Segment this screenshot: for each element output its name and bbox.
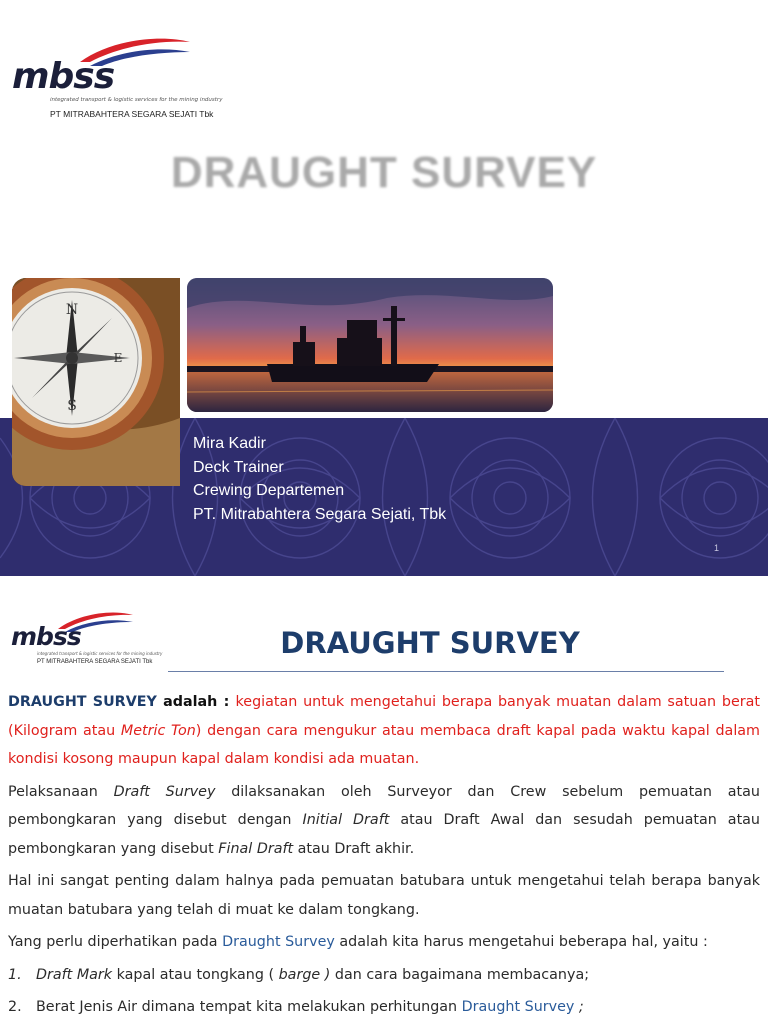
italic-term: Initial Draft xyxy=(302,812,390,828)
text: adalah kita harus mengetahui beberapa hal, yaitu : xyxy=(334,934,708,950)
list-text xyxy=(36,961,589,990)
mbss-logo xyxy=(10,32,240,122)
list-item xyxy=(8,993,760,1022)
logo-wordmark: mbss xyxy=(12,56,115,97)
logo-tagline: integrated transport & logistic services for the mining industry xyxy=(50,97,223,103)
italic-term: Draft Survey xyxy=(113,783,216,800)
author-department: Crewing Departemen xyxy=(193,482,345,499)
svg-text:N: N xyxy=(65,302,79,318)
svg-text:S: S xyxy=(67,398,77,414)
importance-paragraph: Hal ini sangat penting dalam halnya pada pemuatan batubara untuk mengetahui telah berapa banyak muatan batubara yang telah di muat ke dalam tongkang. xyxy=(8,873,760,918)
italic-term: Draft Mark xyxy=(36,966,113,983)
list-text xyxy=(36,993,584,1022)
notice-paragraph xyxy=(8,928,760,957)
draught-survey-term: Draught Survey xyxy=(222,934,335,950)
definition-text-b: ) dengan cara mengukur atau membaca draft kapal pada waktu kapal dalam kondisi kosong maupun kapal dalam kondisi ada muatan. xyxy=(8,722,760,767)
tugboat-icon xyxy=(187,278,553,412)
definition-slide xyxy=(0,576,768,1024)
slide-title: DRAUGHT SURVEY xyxy=(170,148,598,197)
logo-wordmark: mbss xyxy=(11,622,81,651)
list-number: 1. xyxy=(8,966,22,983)
text: Berat Jenis Air dimana tempat kita melakukan perhitungan xyxy=(36,999,462,1015)
text: atau Draft Awal dan sesudah pemuatan atau pembongkaran yang disebut xyxy=(8,812,760,857)
italic-term: Final Draft xyxy=(218,840,294,857)
text: ; xyxy=(574,999,584,1015)
text: dan cara bagaimana membacanya; xyxy=(330,966,590,983)
logo-company: PT MITRABAHTERA SEGARA SEJATI Tbk xyxy=(50,109,214,119)
logo-tagline: integrated transport & logistic services for the mining industry xyxy=(37,651,163,656)
list-item xyxy=(8,961,760,990)
text: Pelaksanaan xyxy=(8,783,114,800)
author-company: PT. Mitrabahtera Segara Sejati, Tbk xyxy=(193,505,447,523)
execution-paragraph xyxy=(8,778,760,864)
definition-adalah: adalah : xyxy=(156,694,236,710)
title-divider xyxy=(168,671,724,672)
text: dilaksanakan oleh Surveyor dan Crew sebelum pemuatan atau pembongkaran yang disebut dengan xyxy=(8,783,760,828)
author-role: Deck Trainer xyxy=(193,458,284,476)
slide-title: DRAUGHT SURVEY xyxy=(280,626,580,660)
page-number: 1 xyxy=(714,543,720,553)
tugboat-sunset-image xyxy=(187,278,553,412)
definition-paragraph xyxy=(8,688,760,774)
draught-survey-term: Draught Survey xyxy=(461,999,575,1015)
compass-icon xyxy=(12,278,180,486)
slide-body xyxy=(8,688,760,1024)
author-block xyxy=(193,432,446,526)
text: kapal atau tongkang ( xyxy=(112,966,279,983)
text: atau Draft akhir. xyxy=(293,840,415,857)
svg-text:E: E xyxy=(113,351,123,365)
text: Yang perlu diperhatikan pada xyxy=(8,934,223,950)
logo-company: PT MITRABAHTERA SEGARA SEJATI Tbk xyxy=(37,659,153,665)
author-name: Mira Kadir xyxy=(193,435,266,452)
definition-text-a: kegiatan untuk mengetahui berapa banyak muatan dalam satuan berat (Kilogram atau xyxy=(8,694,761,739)
compass-image xyxy=(12,278,180,486)
definition-text-italic: Metric Ton xyxy=(120,722,196,739)
mbss-logo-small xyxy=(10,608,170,670)
italic-term: barge ) xyxy=(278,966,331,983)
definition-term: DRAUGHT SURVEY xyxy=(8,694,157,710)
list-number: 2. xyxy=(8,999,22,1015)
